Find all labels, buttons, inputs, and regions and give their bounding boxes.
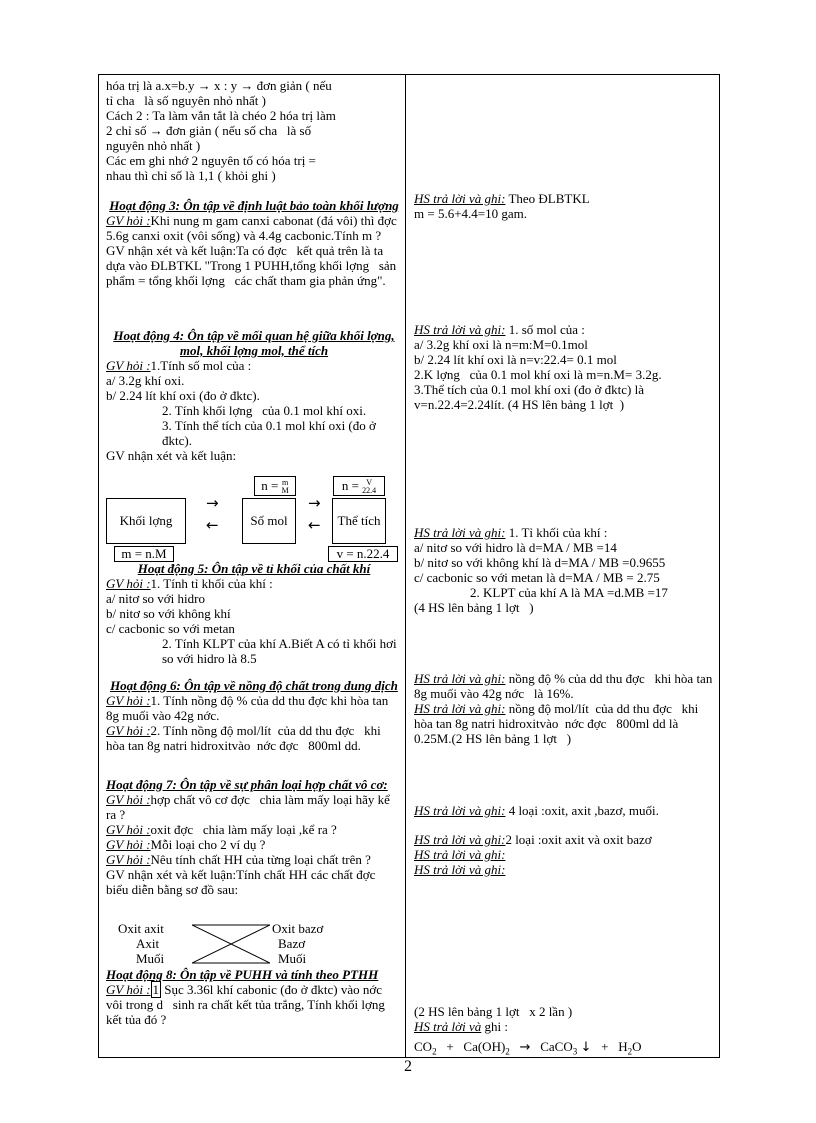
intro-line: 2 chỉ số → đơn giản ( nếu số cha là số xyxy=(106,123,312,138)
answer-text: Theo ĐLBTKL xyxy=(508,191,590,206)
answer-text: nồng độ mol/lít của dd thu đợc khi hòa tan 8g natri hidroxitvào nớc đợc 800ml dd là 0.25M.(2 HS lên bảng 1 lợt ) xyxy=(414,701,702,746)
numerator: m xyxy=(282,478,289,488)
activity-3-heading: Hoạt động 3: Ôn tập về định luật bảo toàn khối lượng xyxy=(109,198,399,213)
formula-box-mass xyxy=(254,476,296,496)
hs-label: HS trả lời và xyxy=(414,1019,482,1034)
denominator: M xyxy=(281,486,289,496)
eq-plus: + xyxy=(601,1039,609,1054)
arrow-left-icon: ← xyxy=(308,516,321,534)
eq-sub: 2 xyxy=(432,1046,437,1057)
intro-line: nguyên nhỏ nhất ) xyxy=(106,138,201,153)
gv-label: GV hỏi : xyxy=(106,213,151,228)
formula-volume: v = n.22.4 xyxy=(328,546,398,562)
answer-text: nồng độ % của dd thu đợc khi hòa tan 8g muối vào 42g nớc là 16%. xyxy=(414,671,716,701)
answer-4 xyxy=(414,322,714,412)
gv-question: Mỗi loại cho 2 ví dụ ? xyxy=(150,837,266,852)
numerator: V xyxy=(366,478,373,488)
activity-4 xyxy=(106,328,402,463)
activity-5-heading: Hoạt động 5: Ôn tập về tỉ khối của chất khí xyxy=(137,561,371,576)
eq-caco3: CaCO xyxy=(540,1039,573,1054)
hs-label: HS trả lời và ghi: xyxy=(414,191,506,206)
formula-box-volume xyxy=(333,476,385,496)
answer-text: 4 loại :oxit, axit ,bazơ, muối. xyxy=(508,803,659,818)
activity-8-heading: Hoạt động 8: Ôn tập về PUHH và tính theo PTHH xyxy=(106,967,379,982)
gv-question-line: 2. Tính KLPT của khí A.Biết A có tỉ khối hơi so với hidro là 8.5 xyxy=(162,636,400,666)
eq-sub: 2 xyxy=(627,1046,633,1057)
hs-label: HS trả lời và ghi: xyxy=(414,701,506,716)
eq-sub: 3 xyxy=(572,1046,578,1057)
answer-line: a/ 3.2g khí oxi là n=m:M=0.1mol xyxy=(414,337,588,352)
page-number: 2 xyxy=(404,1058,412,1075)
formula-prefix: n = xyxy=(261,478,279,493)
answer-5 xyxy=(414,525,714,615)
box-so-mol: Số mol xyxy=(242,498,296,544)
gv-conclusion: GV nhận xét và kết luận:Tính chất HH các chất đợc biểu diễn bằng sơ đồ sau: xyxy=(106,867,386,897)
hs-label: HS trả lời và ghi: xyxy=(414,862,506,877)
arrow-right-icon: → xyxy=(308,494,321,512)
answer-text: 1. số mol của : xyxy=(508,322,585,337)
gv-question: Nêu tính chất HH của từng loại chất trên ? xyxy=(150,852,371,867)
answer-line: 2. KLPT của khí A là MA =d.MB =17 xyxy=(470,585,668,600)
scheme-bazo: Bazơ xyxy=(278,936,306,951)
scheme-muoi-right: Muối xyxy=(278,951,307,966)
gv-label: GV hỏi : xyxy=(106,822,151,837)
gv-question-line: 2. Tính khối lợng của 0.1 mol khí oxi. xyxy=(162,403,367,418)
answer-text: 2 loại :oxit axit và oxit bazơ xyxy=(505,832,652,847)
activity-7 xyxy=(106,777,402,897)
answer-8 xyxy=(414,1004,714,1060)
formula-mass: m = n.M xyxy=(114,546,174,562)
formula-fraction xyxy=(282,479,289,495)
answer-line: 2.K lợng của 0.1 mol khí oxi là m=n.M= 3.2g. xyxy=(414,367,662,382)
answer-line: (4 HS lên bảng 1 lợt ) xyxy=(414,600,534,615)
answer-3 xyxy=(414,191,714,221)
gv-question: 1.Tính số mol của : xyxy=(150,358,252,373)
scheme-muoi-left: Muối xyxy=(136,951,165,966)
eq-h: H xyxy=(618,1039,628,1054)
hs-label: HS trả lời và ghi: xyxy=(414,803,506,818)
activity-3 xyxy=(106,198,407,288)
intro-text xyxy=(106,78,402,183)
gv-label: GV hỏi : xyxy=(106,792,151,807)
answer-line: b/ 2.24 lít khí oxi là n=v:22.4= 0.1 mol xyxy=(414,352,617,367)
intro-line: tỉ cha là số nguyên nhỏ nhất ) xyxy=(106,93,266,108)
intro-line: nhau thì chỉ số là 1,1 ( khỏi ghi ) xyxy=(106,168,276,183)
answer-line: c/ cacbonic so với metan là d=MA / MB = 2.75 xyxy=(414,570,660,585)
activity-5 xyxy=(106,561,402,666)
gv-question-line: b/ 2.24 lít khí oxi (đo ở đktc). xyxy=(106,388,260,403)
activity-4-heading: Hoạt động 4: Ôn tập về mối quan hệ giữa khối lợng, mol, khối lợng mol, thể tích xyxy=(113,328,395,358)
gv-question-line: 3. Tính thể tích của 0.1 mol khí oxi (đo ở đktc). xyxy=(162,418,380,448)
gv-question: 1. Tính nồng độ % của dd thu đợc khi hòa tan 8g muối vào 42g nớc. xyxy=(106,693,392,723)
scheme-cross-lines xyxy=(192,923,270,965)
gv-label: GV hỏi : xyxy=(106,693,151,708)
gv-label: GV hỏi : xyxy=(106,576,151,591)
answer-6 xyxy=(414,671,714,746)
gv-label: GV hỏi : xyxy=(106,982,151,997)
answer-text: m = 5.6+4.4=10 gam. xyxy=(414,206,527,221)
gv-question-line: a/ nitơ so với hidro xyxy=(106,591,205,606)
box-khoi-luong: Khối lợng xyxy=(106,498,186,544)
gv-label: GV hỏi : xyxy=(106,358,151,373)
intro-line: Cách 2 : Ta làm vắn tắt là chéo 2 hóa trị làm xyxy=(106,108,336,123)
intro-line: Các em ghi nhớ 2 nguyên tố có hóa trị = xyxy=(106,153,316,168)
eq-o: O xyxy=(632,1039,642,1054)
arrow-left-icon: ← xyxy=(206,516,219,534)
scheme-oxit-axit: Oxit axit xyxy=(118,921,164,936)
activity-8 xyxy=(106,967,402,1027)
gv-label: GV hỏi : xyxy=(106,723,151,738)
gv-question-line: a/ 3.2g khí oxi. xyxy=(106,373,185,388)
formula-fraction xyxy=(362,479,376,495)
gv-question: hợp chất vô cơ đợc chia làm mấy loại hãy kể ra ? xyxy=(106,792,394,822)
arrow-down-icon: ↓ xyxy=(580,1040,592,1055)
gv-question: 2. Tính nồng độ mol/lít của dd thu đợc khi hòa tan 8g natri hidroxitvào nớc đợc 800ml dd. xyxy=(106,723,384,753)
gv-conclusion: GV nhận xét và kết luận: xyxy=(106,448,237,463)
gv-question-line: b/ nitơ so với không khí xyxy=(106,606,231,621)
eq-co2: CO xyxy=(414,1039,433,1054)
hs-label: HS trả lời và ghi: xyxy=(414,525,506,540)
hs-label: HS trả lời và ghi: xyxy=(414,671,506,686)
activity-7-heading: Hoạt động 7: Ôn tập về sự phân loại hợp chất vô cơ: xyxy=(106,777,388,792)
eq-plus: + xyxy=(446,1039,454,1054)
scheme-oxit-bazo: Oxit bazơ xyxy=(272,921,324,936)
scheme-axit: Axit xyxy=(136,936,160,951)
answer-note: (2 HS lên bảng 1 lợt x 2 lần ) xyxy=(414,1004,573,1019)
hs-ghi: ghi : xyxy=(484,1019,508,1034)
arrow-right-icon: → xyxy=(206,494,219,512)
gv-question: oxit đợc chia làm mấy loại ,kể ra ? xyxy=(150,822,337,837)
gv-label: GV hỏi : xyxy=(106,852,151,867)
question-number: 1 xyxy=(152,982,160,997)
property-scheme xyxy=(106,921,402,969)
answer-line: a/ nitơ so với hidro là d=MA / MB =14 xyxy=(414,540,617,555)
gv-question: Khi nung m gam canxi cabonat (đá vôi) thì đợc 5.6g canxi oxit (vôi sống) và 4.4g cacbonic.Tính m ? xyxy=(106,213,407,243)
answer-text: 1. Tỉ khối của khí : xyxy=(508,525,608,540)
answer-line: 3.Thể tích của 0.1 mol khí oxi (đo ở đktc) là v=n.22.4=2.24lít. (4 HS lên bảng 1 lợt ) xyxy=(414,382,648,412)
box-the-tich: Thể tích xyxy=(332,498,386,544)
answer-7 xyxy=(414,803,714,877)
answer-line: b/ nitơ so với không khí là d=MA / MB =0.9655 xyxy=(414,555,666,570)
formula-prefix: n = xyxy=(341,478,359,493)
gv-label: GV hỏi : xyxy=(106,837,151,852)
intro-line: hóa trị là a.x=b.y → x : y → đơn giản ( nếu xyxy=(106,78,332,93)
eq-sub: 2 xyxy=(505,1046,510,1057)
hs-label: HS trả lời và ghi: xyxy=(414,847,506,862)
chemical-equation xyxy=(414,1039,714,1060)
hs-label: HS trả lời và ghi: xyxy=(414,322,506,337)
denominator: 22.4 xyxy=(362,486,377,496)
gv-conclusion: GV nhận xét và kết luận:Ta có đợc kết quả trên là ta dựa vào ĐLBTKL "Trong 1 PUHH,tổng khối lợng sản phẩm = tổng khối lợng các chất tham gia phản ứng". xyxy=(106,243,400,288)
gv-question-line: c/ cacbonic so với metan xyxy=(106,621,235,636)
arrow-right-icon: → xyxy=(519,1040,531,1055)
eq-caoh: Ca(OH) xyxy=(463,1039,506,1054)
gv-question: 1. Tính tỉ khối của khí : xyxy=(150,576,273,591)
hs-label: HS trả lời và ghi: xyxy=(414,832,506,847)
gv-question: Sục 3.36l khí cabonic (đo ở đktc) vào nớc vôi trong d sinh ra chất kết tủa trắng, Tính khối lợng kết tủa đó ? xyxy=(106,982,395,1027)
activity-6 xyxy=(106,678,402,753)
activity-6-heading: Hoạt động 6: Ôn tập về nồng độ chất trong dung dịch xyxy=(110,678,398,693)
